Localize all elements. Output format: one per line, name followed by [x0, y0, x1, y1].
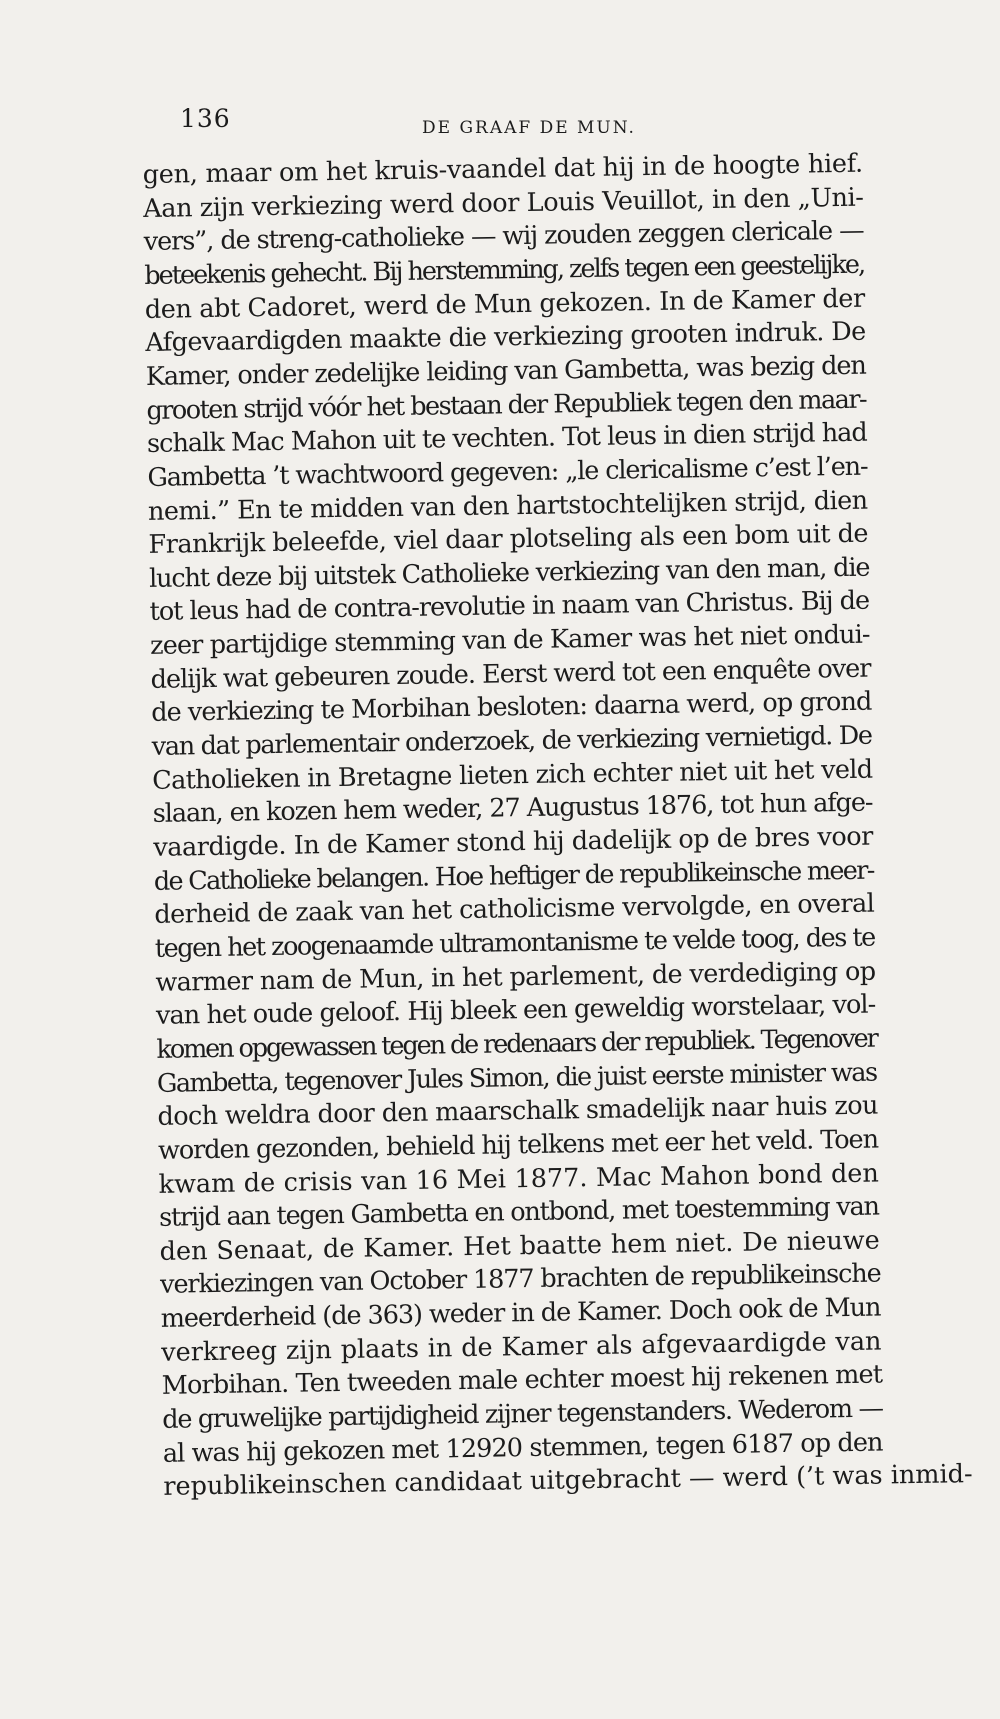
running-title: DE GRAAF DE MUN.	[422, 118, 636, 138]
text-line: verkreeg zijn plaats in de Kamer als afgevaardigde van	[161, 1326, 882, 1368]
text-line: meerderheid (de 363) weder in de Kamer. Doch ook de Mun	[160, 1292, 881, 1334]
text-line: Gambetta ’t wachtwoord gegeven: „le clericalisme c’est l’en-	[147, 451, 868, 493]
text-line: Gambetta, tegenover Jules Simon, die juist eerste minister was	[156, 1057, 877, 1099]
text-line: den abt Cadoret, werd de Mun gekozen. In de Kamer der	[144, 283, 866, 325]
text-line: lucht deze bij uitstek Catholieke verkiezing van den man, die	[148, 552, 870, 594]
text-line: vaardigde. In de Kamer stond hij dadelijk op de bres voor	[153, 821, 874, 863]
text-line: derheid de zaak van het catholicisme vervolgde, en overal	[154, 888, 875, 931]
text-line: vers”, de streng-catholieke — wij zouden zeggen clericale —	[143, 215, 864, 258]
text-line: kwam de crisis van 16 Mei 1877. Mac Mahon bond den	[158, 1158, 880, 1200]
text-line: al was hij gekozen met 12920 stemmen, tegen 6187 op den	[162, 1427, 883, 1469]
text-line: Frankrijk beleefde, viel daar plotseling als een bom uit de	[148, 518, 869, 561]
text-line: slaan, en kozen hem weder, 27 Augustus 1876, tot hun afge-	[152, 787, 873, 830]
text-line: Catholieken in Bretagne lieten zich echter niet uit het veld	[152, 754, 873, 796]
text-line: den Senaat, de Kamer. Het baatte hem niet. De nieuwe	[159, 1225, 880, 1267]
text-line: komen opgewassen tegen de redenaars der republiek. Tegenover	[156, 1023, 877, 1065]
text-line: zeer partijdige stemming van de Kamer was het niet ondui-	[149, 619, 870, 662]
text-line: gen, maar om het kruis-vaandel dat hij in de hoogte hief.	[142, 148, 864, 190]
text-line: tegen het zoogenaamde ultramontanisme te velde toog, des te	[154, 922, 876, 964]
text-line: de Catholieke belangen. Hoe heftiger de republikeinsche meer-	[153, 855, 874, 897]
text-line: grooten strijd vóór het bestaan der Republiek tegen den maar-	[146, 384, 867, 426]
text-line: nemi.” En te midden van den hartstochtelijken strijd, dien	[147, 485, 868, 527]
text-line: de verkiezing te Morbihan besloten: daarna werd, op grond	[150, 686, 872, 729]
text-line: Aan zijn verkiezing werd door Louis Veuillot, in den „Uni-	[143, 182, 864, 224]
body-text	[140, 0, 973, 1719]
text-line: worden gezonden, behield hij telkens met eer het veld. Toen	[157, 1124, 879, 1166]
page-number: 136	[180, 104, 231, 133]
text-line: de gruwelijke partijdigheid zijner tegenstanders. Wederom —	[162, 1393, 883, 1435]
text-line: republikeinschen candidaat uitgebracht — werd (’t was inmid-	[163, 1459, 973, 1503]
text-line: warmer nam de Mun, in het parlement, de verdediging op	[155, 956, 876, 998]
text-line: verkiezingen van October 1877 brachten de republikeinsche	[159, 1258, 881, 1301]
text-line: delijk wat gebeuren zoude. Eerst werd tot een enquête over	[150, 653, 871, 695]
text-line: Kamer, onder zedelijke leiding van Gambetta, was bezig den	[145, 350, 866, 392]
text-line: doch weldra door den maarschalk smadelijk naar huis zou	[157, 1090, 879, 1133]
text-line: beteekenis gehecht. Bij herstemming, zelfs tegen een geestelijke,	[144, 249, 865, 291]
text-line: schalk Mac Mahon uit te vechten. Tot leus in dien strijd had	[146, 417, 868, 460]
text-line: van dat parlementair onderzoek, de verkiezing vernietigd. De	[151, 720, 872, 762]
text-line: tot leus had de contra-revolutie in naam van Christus. Bij de	[149, 586, 870, 628]
text-line: strijd aan tegen Gambetta en ontbond, met toestemming van	[158, 1191, 879, 1233]
text-line: Morbihan. Ten tweeden male echter moest hij rekenen met	[161, 1359, 883, 1402]
text-line: van het oude geloof. Hij bleek een geweldig worstelaar, vol-	[155, 989, 876, 1032]
text-line: Afgevaardigden maakte die verkiezing grooten indruk. De	[145, 316, 866, 359]
